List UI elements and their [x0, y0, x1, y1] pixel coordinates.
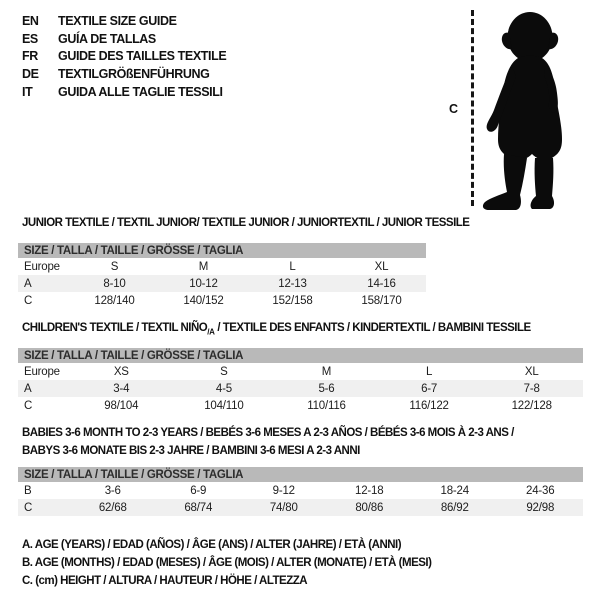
row-label: B [24, 484, 32, 497]
table-cell: 3-4 [113, 382, 130, 395]
title-subscript: /A [207, 327, 215, 337]
height-measurement-figure [440, 6, 590, 216]
table-row-age [18, 380, 583, 397]
table-cell: 98/104 [104, 399, 139, 412]
table-cell: 6-9 [190, 484, 207, 497]
language-code: IT [22, 84, 33, 99]
row-label: Europe [24, 365, 60, 378]
row-label: C [24, 294, 33, 307]
table-cell: 74/80 [269, 501, 298, 514]
footnotes [22, 536, 431, 590]
table-cell: 10-12 [189, 277, 218, 290]
table-cell: 4-5 [215, 382, 232, 395]
height-measure-dashed-line [471, 10, 474, 206]
language-label: GUÍA DE TALLAS [58, 31, 156, 46]
language-label: GUIDA ALLE TAGLIE TESSILI [58, 84, 223, 99]
measurement-label-c: C [449, 102, 459, 116]
table-cell: L [289, 260, 296, 273]
junior-table-title: JUNIOR TEXTILE / TEXTIL JUNIOR/ TEXTILE JUNIOR / JUNIORTEXTIL / JUNIOR TESSILE [22, 217, 470, 229]
footnote-a: A. AGE (YEARS) / EDAD (AÑOS) / ÂGE (ANS) / ALTER (JAHRE) / ETÀ (ANNI) [22, 539, 402, 551]
title-part: CHILDREN'S TEXTILE / TEXTIL NIÑO [22, 322, 208, 334]
table-cell: 80/86 [355, 501, 384, 514]
table-cell: XL [524, 365, 539, 378]
babies-size-table [18, 467, 583, 516]
footnote-c: C. (cm) HEIGHT / ALTURA / HAUTEUR / HÖHE / ALTEZZA [22, 575, 308, 587]
table-cell: 14-16 [367, 277, 396, 290]
table-cell: 6-7 [421, 382, 438, 395]
language-code: EN [22, 14, 39, 28]
title-line-2: BABYS 3-6 MONATE BIS 2-3 JAHRE / BAMBINI 3-6 MESI A 2-3 ANNI [22, 445, 360, 457]
table-cell: 24-36 [526, 484, 555, 497]
table-cell: 140/152 [183, 294, 224, 307]
table-cell: S [220, 365, 228, 378]
footnote-b: B. AGE (MONTHS) / EDAD (MESES) / ÂGE (MOIS) / ALTER (MONATE) / ETÀ (MESI) [22, 557, 432, 569]
table-cell: 3-6 [104, 484, 121, 497]
row-label: A [24, 277, 32, 290]
title-part: / TEXTILE DES ENFANTS / KINDERTEXTIL / BAMBINI TESSILE [214, 322, 531, 334]
children-table-title [22, 319, 531, 341]
title-line-1: BABIES 3-6 MONTH TO 2-3 YEARS / BEBÉS 3-6 MESES A 2-3 AÑOS / BÉBÉS 3-6 MOIS À 2-3 ANS / [22, 427, 514, 439]
size-header: SIZE / TALLA / TAILLE / GRÖSSE / TAGLIA [18, 467, 583, 482]
row-label: C [24, 399, 33, 412]
children-size-table [18, 348, 583, 414]
size-header-row [18, 467, 583, 482]
language-label: TEXTILGRÖßENFÜHRUNG [58, 67, 210, 82]
table-cell: 128/140 [94, 294, 135, 307]
language-row [22, 13, 226, 31]
table-cell: 110/116 [307, 399, 346, 412]
size-header-row [18, 348, 583, 363]
row-label: A [24, 382, 32, 395]
size-header: SIZE / TALLA / TAILLE / GRÖSSE / TAGLIA [18, 243, 426, 258]
table-cell: 7-8 [523, 382, 540, 395]
language-row [22, 66, 226, 84]
table-cell: M [321, 365, 332, 378]
table-cell: 5-6 [318, 382, 335, 395]
baby-silhouette [480, 8, 575, 210]
table-cell: 86/92 [440, 501, 469, 514]
table-cell: 158/170 [361, 294, 402, 307]
language-code: DE [22, 67, 39, 82]
table-row-height [18, 397, 583, 414]
language-row [22, 48, 226, 66]
table-cell: 122/128 [511, 399, 552, 412]
language-row [22, 84, 226, 102]
table-cell: 12-13 [278, 277, 307, 290]
table-cell: 104/110 [204, 399, 244, 412]
table-cell: XL [374, 260, 389, 273]
table-row-age-months [18, 482, 583, 499]
table-cell: 62/68 [98, 501, 127, 514]
language-code: ES [22, 31, 38, 46]
row-label: C [24, 501, 33, 514]
table-cell: 116/122 [409, 399, 449, 412]
table-cell: S [110, 260, 119, 273]
language-label: TEXTILE SIZE GUIDE [58, 14, 177, 28]
table-cell: 12-18 [355, 484, 384, 497]
table-cell: 152/158 [272, 294, 313, 307]
table-cell: 92/98 [526, 501, 555, 514]
table-row-height [18, 499, 583, 516]
table-cell: XS [113, 365, 129, 378]
table-cell: 18-24 [440, 484, 469, 497]
table-row-europe [18, 363, 583, 380]
table-cell: M [198, 260, 209, 273]
size-header-row [18, 243, 426, 258]
table-cell: L [425, 365, 433, 378]
junior-size-table [18, 243, 426, 309]
table-cell: 68/74 [184, 501, 213, 514]
table-row-height [18, 292, 426, 309]
language-row [22, 31, 226, 49]
table-cell: 9-12 [272, 484, 295, 497]
row-label: Europe [24, 260, 60, 273]
language-header [22, 13, 226, 102]
size-header: SIZE / TALLA / TAILLE / GRÖSSE / TAGLIA [18, 348, 583, 363]
table-cell: 8-10 [103, 277, 126, 290]
babies-table-title [22, 424, 514, 460]
language-label: GUIDE DES TAILLES TEXTILE [58, 49, 227, 64]
table-row-age [18, 275, 426, 292]
language-code: FR [22, 49, 38, 64]
table-row-europe [18, 258, 426, 275]
